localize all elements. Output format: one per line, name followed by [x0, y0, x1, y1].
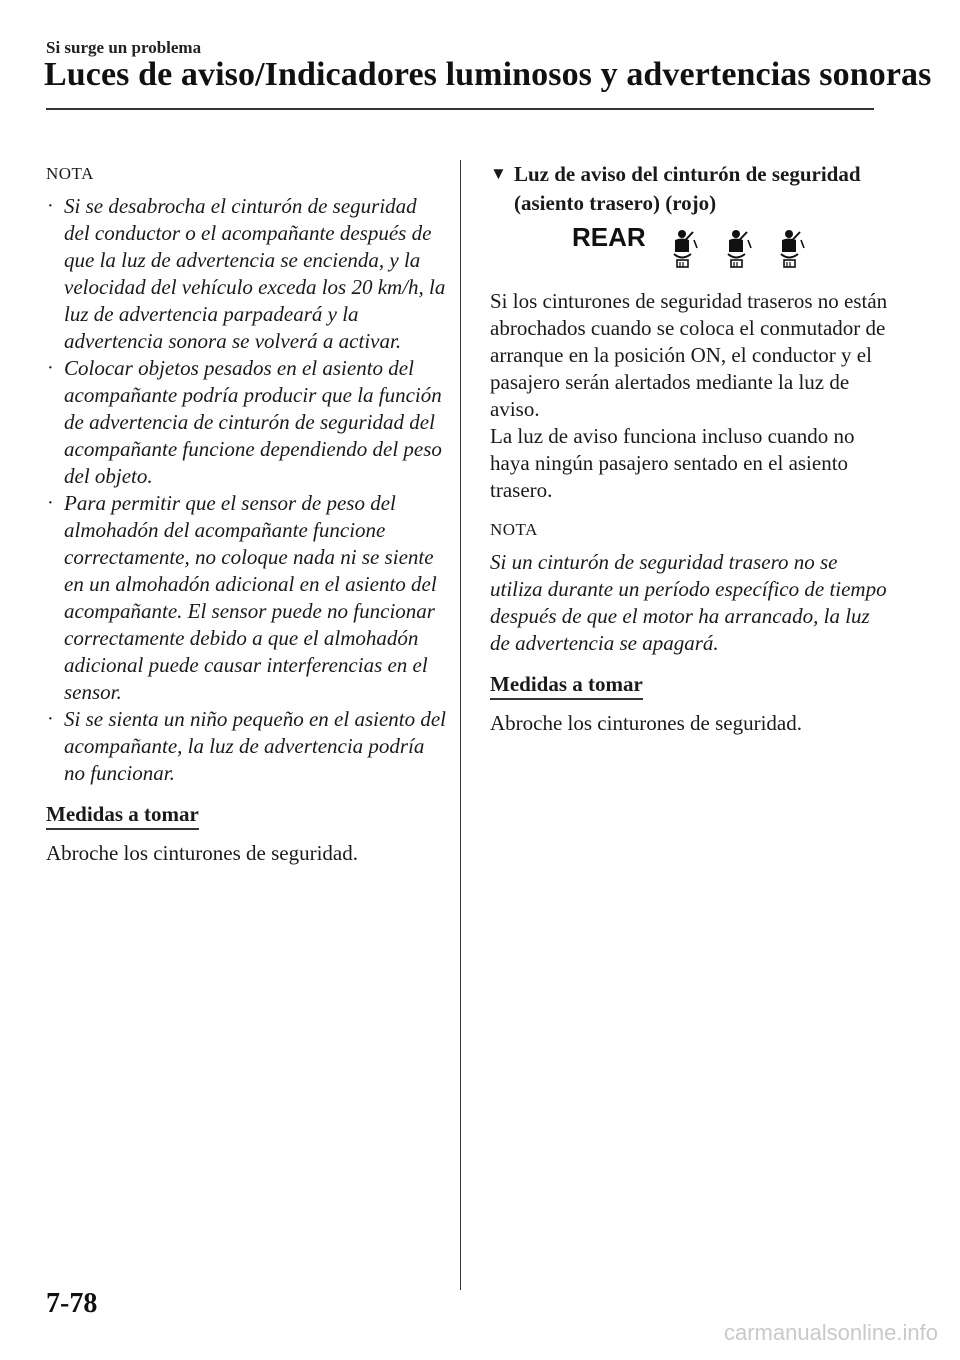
watermark: carmanualsonline.info	[723, 1320, 938, 1345]
column-divider	[460, 160, 461, 1290]
section-label: Si surge un problema	[46, 38, 202, 57]
measures-heading: Medidas a tomar	[46, 801, 199, 830]
nota-label: NOTA	[490, 520, 538, 539]
left-column	[46, 160, 446, 867]
page-title: Luces de aviso/Indicadores luminosos y advertencias sonoras	[44, 56, 932, 93]
list-item: · Si se sienta un niño pequeño en el asiento del acompañante, la luz de advertencia podría no funcionar.	[47, 707, 447, 785]
subsection-title: ▼ Luz de aviso del cinturón de seguridad (asiento trasero) (rojo)	[490, 162, 861, 215]
bullet-dot: ·	[47, 492, 54, 514]
right-column	[490, 160, 890, 737]
measures-text: Abroche los cinturones de seguridad.	[490, 711, 802, 735]
warning-icon-row	[490, 224, 890, 282]
nota-text: Si un cinturón de seguridad trasero no se utiliza durante un período específico de tiempo después de que el motor ha arrancado, la luz de advertencia se apagará.	[490, 550, 887, 655]
bullet-dot: ·	[47, 708, 54, 730]
bullet-dot: ·	[47, 195, 54, 217]
description-paragraph: Si los cinturones de seguridad traseros no están abrochados cuando se coloca el conmutador de arranque en la posición ON, el conductor y el pasajero serán alertados mediante la luz de aviso.	[490, 289, 888, 421]
measures-text: Abroche los cinturones de seguridad.	[46, 841, 358, 865]
list-item: · Para permitir que el sensor de peso del almohadón del acompañante funcione correctamente, no coloque nada ni se siente en un almohadón adicional en el asiento del acompañante. El sensor puede no funcionar correctamente debido a que el almohadón adicional puede causar interferencias en el sensor.	[47, 491, 437, 704]
description-paragraph: La luz de aviso funciona incluso cuando no haya ningún pasajero sentado en el asiento trasero.	[490, 424, 855, 502]
title-rule	[46, 108, 874, 110]
nota-label: NOTA	[46, 164, 94, 183]
list-item: · Colocar objetos pesados en el asiento del acompañante podría producir que la función de advertencia de cinturón de seguridad del acompañante funcione dependiendo del peso del objeto.	[47, 356, 442, 488]
triangle-down-icon: ▼	[490, 164, 507, 183]
seatbelt-warning-icon	[666, 228, 700, 270]
list-item: · Si se desabrocha el cinturón de seguridad del conductor o el acompañante después de que la luz de advertencia se encienda, y la velocidad del vehículo exceda los 20 km/h, la luz de advertencia parpadeará y la advertencia sonora se volverá a activar.	[47, 194, 446, 353]
measures-heading: Medidas a tomar	[490, 671, 643, 700]
rear-label: REAR	[572, 222, 646, 252]
nota-bullet-list	[46, 193, 446, 787]
bullet-dot: ·	[47, 357, 54, 379]
seatbelt-warning-icon	[773, 228, 807, 270]
seatbelt-warning-icon	[720, 228, 754, 270]
page-number: 7-78	[46, 1288, 98, 1319]
